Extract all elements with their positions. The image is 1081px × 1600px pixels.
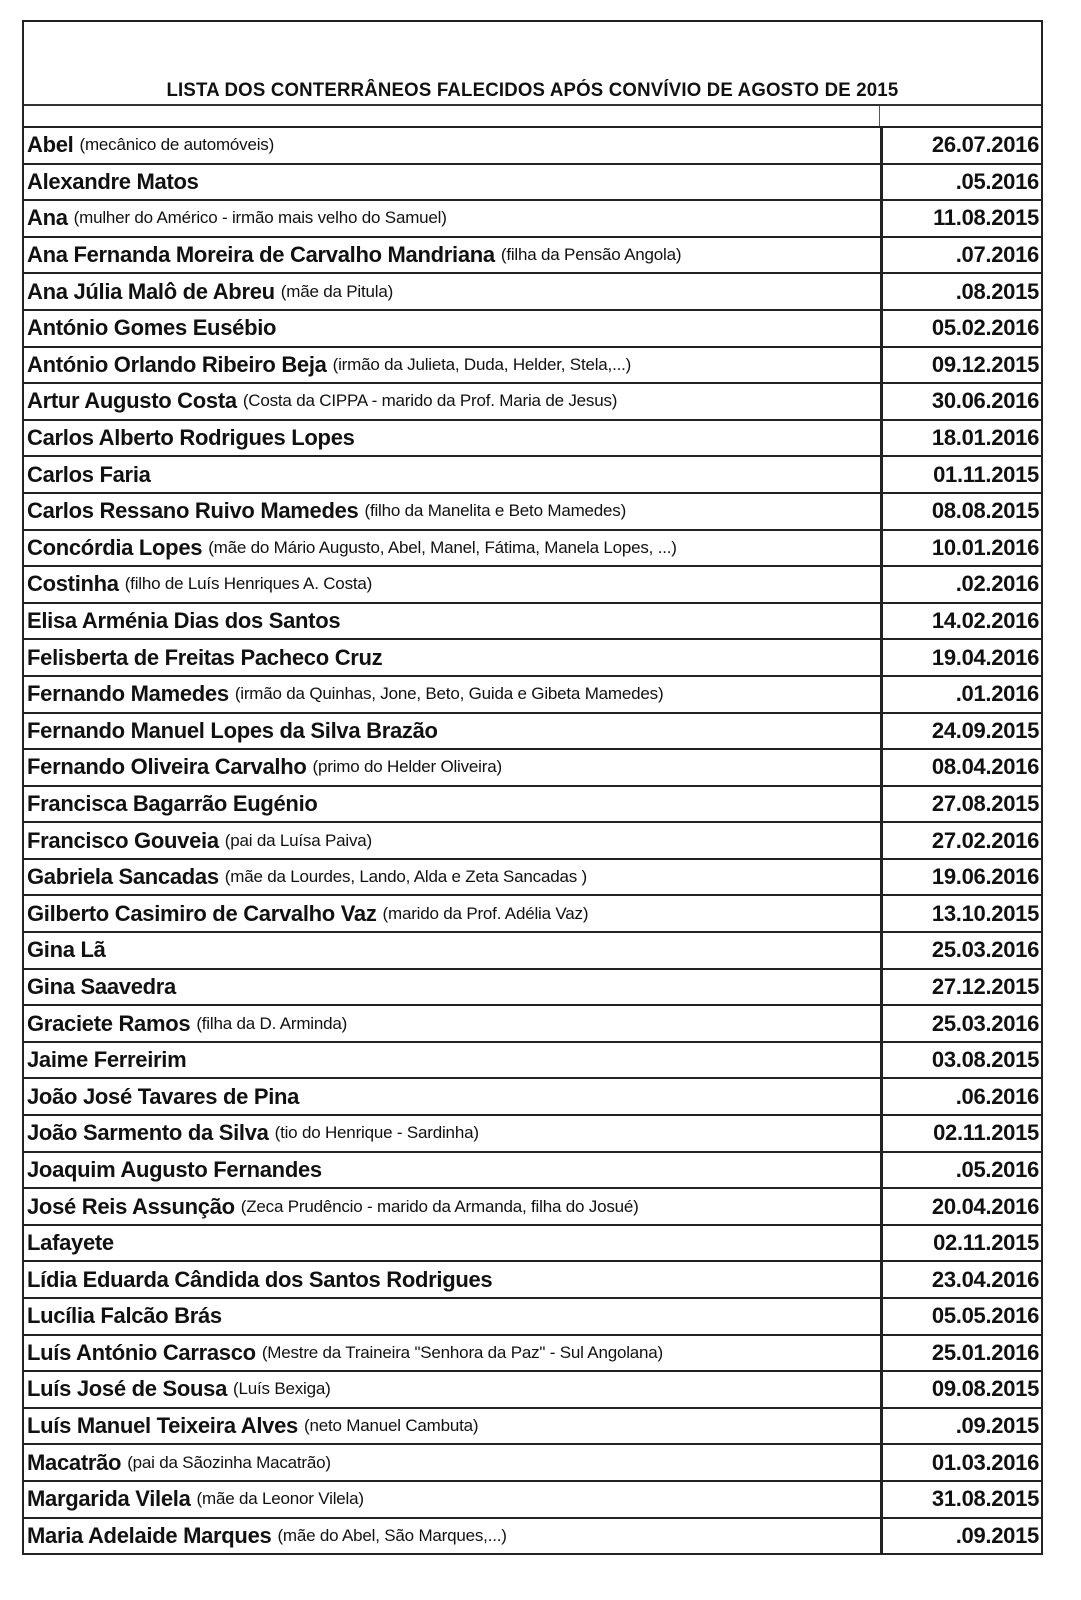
person-name: Jaime Ferreirim: [27, 1047, 187, 1073]
table-row: [24, 1482, 1041, 1519]
name-cell: [24, 823, 883, 858]
title-row: [24, 22, 1041, 106]
date-of-death: 05.02.2016: [931, 315, 1039, 341]
name-cell: [24, 1372, 883, 1407]
date-of-death: 14.02.2016: [931, 608, 1039, 634]
person-name: Concórdia Lopes: [27, 534, 203, 560]
person-note: (pai da Luísa Paiva): [224, 830, 372, 850]
name-cell: [24, 567, 883, 602]
person-note: (irmão da Quinhas, Jone, Beto, Guida e Gibeta Mamedes): [234, 684, 664, 704]
name-cell: [24, 1153, 883, 1188]
date-of-death: 26.07.2016: [931, 132, 1039, 158]
table-row: [24, 1445, 1041, 1482]
date-of-death: 01.11.2015: [933, 461, 1039, 487]
person-note: (Zeca Prudêncio - marido da Armanda, filha do Josué): [240, 1196, 639, 1216]
person-name: Gabriela Sancadas: [27, 864, 219, 890]
date-of-death: 08.04.2016: [931, 754, 1039, 780]
table-row: [24, 348, 1041, 385]
date-of-death: 25.01.2016: [931, 1339, 1039, 1365]
table-row: [24, 457, 1041, 494]
name-cell: [24, 1079, 883, 1114]
date-of-death: 08.08.2015: [931, 498, 1039, 524]
date-of-death: 24.09.2015: [931, 717, 1039, 743]
person-note: (Costa da CIPPA - marido da Prof. Maria de Jesus): [242, 391, 618, 411]
date-of-death: .01.2016: [955, 681, 1039, 707]
date-of-death: .07.2016: [955, 242, 1039, 268]
table-row: [24, 1189, 1041, 1226]
document-title: LISTA DOS CONTERRÂNEOS FALECIDOS APÓS CONVÍVIO DE AGOSTO DE 2015: [166, 80, 899, 101]
name-cell: [24, 604, 883, 639]
date-of-death: 27.08.2015: [931, 790, 1039, 816]
name-cell: [24, 896, 883, 931]
name-cell: [24, 860, 883, 895]
date-of-death: 20.04.2016: [931, 1193, 1039, 1219]
person-note: (mãe da Pitula): [280, 281, 394, 301]
name-cell: [24, 677, 883, 712]
name-cell: [24, 640, 883, 675]
person-note: (mãe da Leonor Vilela): [196, 1489, 364, 1509]
person-note: (filho da Manelita e Beto Mamedes): [364, 501, 627, 521]
person-note: (filha da D. Arminda): [196, 1013, 348, 1033]
person-note: (primo do Helder Oliveira): [312, 757, 502, 777]
date-of-death: 25.03.2016: [931, 1010, 1039, 1036]
date-of-death: .09.2015: [955, 1522, 1039, 1548]
name-cell: [24, 348, 883, 383]
date-of-death: .05.2016: [955, 168, 1039, 194]
table-row: [24, 1153, 1041, 1190]
name-cell: [24, 1226, 883, 1261]
person-name: Francisca Bagarrão Eugénio: [27, 790, 318, 816]
person-name: Gina Lã: [27, 937, 106, 963]
person-note: (neto Manuel Cambuta): [303, 1416, 479, 1436]
table-body: [24, 128, 1041, 1555]
name-cell: [24, 1006, 883, 1041]
name-cell: [24, 457, 883, 492]
date-of-death: 13.10.2015: [931, 900, 1039, 926]
person-name: Gilberto Casimiro de Carvalho Vaz: [27, 900, 377, 926]
date-of-death: .06.2016: [955, 1083, 1039, 1109]
person-note: (mãe do Abel, São Marques,...): [277, 1525, 507, 1545]
person-name: Gina Saavedra: [27, 973, 176, 999]
person-name: João Sarmento da Silva: [27, 1120, 269, 1146]
name-cell: [24, 1409, 883, 1444]
person-name: Carlos Alberto Rodrigues Lopes: [27, 425, 355, 451]
date-of-death: .05.2016: [955, 1156, 1039, 1182]
person-name: Abel: [27, 132, 74, 158]
person-note: (mulher do Américo - irmão mais velho do Samuel): [73, 208, 447, 228]
table-row: [24, 567, 1041, 604]
person-note: (Mestre da Traineira "Senhora da Paz" - Sul Angolana): [261, 1342, 664, 1362]
date-of-death: 02.11.2015: [933, 1230, 1039, 1256]
table-row: [24, 311, 1041, 348]
person-name: Joaquim Augusto Fernandes: [27, 1156, 322, 1182]
table-row: [24, 823, 1041, 860]
person-name: Felisberta de Freitas Pacheco Cruz: [27, 644, 383, 670]
name-cell: [24, 531, 883, 566]
table-row: [24, 494, 1041, 531]
date-of-death: 27.02.2016: [931, 827, 1039, 853]
person-name: Carlos Ressano Ruivo Mamedes: [27, 498, 359, 524]
person-name: Luís António Carrasco: [27, 1339, 256, 1365]
person-name: Ana: [27, 205, 68, 231]
table-row: [24, 750, 1041, 787]
table-row: [24, 128, 1041, 165]
person-note: (tio do Henrique - Sardinha): [274, 1123, 479, 1143]
name-cell: [24, 750, 883, 785]
name-cell: [24, 933, 883, 968]
person-note: (mecânico de automóveis): [79, 135, 275, 155]
table-row: [24, 1336, 1041, 1373]
name-cell: [24, 1519, 883, 1554]
date-of-death: 30.06.2016: [931, 388, 1039, 414]
person-name: Maria Adelaide Marques: [27, 1522, 272, 1548]
table-row: [24, 896, 1041, 933]
name-cell: [24, 1262, 883, 1297]
name-cell: [24, 787, 883, 822]
table-row: [24, 787, 1041, 824]
person-name: Lucília Falcão Brás: [27, 1303, 222, 1329]
blank-header-row: [24, 106, 1041, 128]
table-row: [24, 1116, 1041, 1153]
name-cell: [24, 165, 883, 200]
date-of-death: .08.2015: [955, 278, 1039, 304]
person-name: José Reis Assunção: [27, 1193, 235, 1219]
table-row: [24, 1262, 1041, 1299]
name-cell: [24, 384, 883, 419]
table-row: [24, 274, 1041, 311]
date-of-death: 27.12.2015: [931, 973, 1039, 999]
name-cell: [24, 1043, 883, 1078]
name-cell: [24, 1482, 883, 1517]
person-name: António Orlando Ribeiro Beja: [27, 351, 327, 377]
date-of-death: 05.05.2016: [931, 1303, 1039, 1329]
person-name: Artur Augusto Costa: [27, 388, 237, 414]
table-row: [24, 1409, 1041, 1446]
name-cell: [24, 238, 883, 273]
name-cell: [24, 128, 883, 163]
table-row: [24, 238, 1041, 275]
date-of-death: 10.01.2016: [931, 534, 1039, 560]
person-note: (filho de Luís Henriques A. Costa): [124, 574, 373, 594]
person-note: (Luís Bexiga): [233, 1379, 331, 1399]
person-name: Fernando Oliveira Carvalho: [27, 754, 307, 780]
date-of-death: 25.03.2016: [931, 937, 1039, 963]
person-name: António Gomes Eusébio: [27, 315, 277, 341]
date-of-death: 09.08.2015: [931, 1376, 1039, 1402]
person-name: Carlos Faria: [27, 461, 151, 487]
table-row: [24, 1519, 1041, 1556]
date-of-death: 23.04.2016: [931, 1266, 1039, 1292]
deceased-list-table: [22, 20, 1043, 1555]
date-of-death: 03.08.2015: [931, 1047, 1039, 1073]
date-of-death: 19.06.2016: [931, 864, 1039, 890]
name-cell: [24, 1189, 883, 1224]
date-of-death: 11.08.2015: [933, 205, 1039, 231]
person-name: Alexandre Matos: [27, 168, 199, 194]
person-name: Graciete Ramos: [27, 1010, 191, 1036]
table-row: [24, 421, 1041, 458]
table-row: [24, 677, 1041, 714]
person-name: João José Tavares de Pina: [27, 1083, 300, 1109]
person-note: (marido da Prof. Adélia Vaz): [382, 903, 589, 923]
person-note: (irmão da Julieta, Duda, Helder, Stela,...): [332, 354, 632, 374]
table-row: [24, 970, 1041, 1007]
table-row: [24, 165, 1041, 202]
date-of-death: 31.08.2015: [931, 1486, 1039, 1512]
table-row: [24, 1079, 1041, 1116]
date-of-death: .09.2015: [955, 1413, 1039, 1439]
person-name: Luís Manuel Teixeira Alves: [27, 1413, 298, 1439]
person-note: (mãe da Lourdes, Lando, Alda e Zeta Sancadas ): [224, 867, 588, 887]
table-row: [24, 1226, 1041, 1263]
person-name: Fernando Manuel Lopes da Silva Brazão: [27, 717, 438, 743]
date-of-death: 02.11.2015: [933, 1120, 1039, 1146]
person-name: Ana Fernanda Moreira de Carvalho Mandriana: [27, 242, 495, 268]
table-row: [24, 1372, 1041, 1409]
name-cell: [24, 1445, 883, 1480]
date-of-death: 09.12.2015: [931, 351, 1039, 377]
person-note: (pai da Sãozinha Macatrão): [127, 1452, 331, 1472]
name-cell: [24, 201, 883, 236]
table-row: [24, 1043, 1041, 1080]
name-cell: [24, 274, 883, 309]
person-name: Macatrão: [27, 1449, 122, 1475]
date-of-death: 19.04.2016: [931, 644, 1039, 670]
table-row: [24, 860, 1041, 897]
table-row: [24, 604, 1041, 641]
table-row: [24, 933, 1041, 970]
name-cell: [24, 970, 883, 1005]
table-row: [24, 1006, 1041, 1043]
table-row: [24, 201, 1041, 238]
table-row: [24, 531, 1041, 568]
person-note: (mãe do Mário Augusto, Abel, Manel, Fátima, Manela Lopes, ...): [208, 537, 677, 557]
table-row: [24, 640, 1041, 677]
name-cell: [24, 1299, 883, 1334]
person-name: Margarida Vilela: [27, 1486, 191, 1512]
person-name: Ana Júlia Malô de Abreu: [27, 278, 275, 304]
person-name: Luís José de Sousa: [27, 1376, 228, 1402]
person-name: Elisa Arménia Dias dos Santos: [27, 608, 341, 634]
person-name: Lafayete: [27, 1230, 114, 1256]
table-row: [24, 384, 1041, 421]
name-cell: [24, 421, 883, 456]
person-name: Fernando Mamedes: [27, 681, 229, 707]
name-cell: [24, 1116, 883, 1151]
date-of-death: 18.01.2016: [931, 425, 1039, 451]
name-cell: [24, 494, 883, 529]
table-row: [24, 1299, 1041, 1336]
table-row: [24, 714, 1041, 751]
date-of-death: .02.2016: [955, 571, 1039, 597]
name-cell: [24, 311, 883, 346]
date-of-death: 01.03.2016: [931, 1449, 1039, 1475]
person-name: Costinha: [27, 571, 119, 597]
person-name: Francisco Gouveia: [27, 827, 219, 853]
name-cell: [24, 714, 883, 749]
person-name: Lídia Eduarda Cândida dos Santos Rodrigues: [27, 1266, 493, 1292]
name-cell: [24, 1336, 883, 1371]
person-note: (filha da Pensão Angola): [500, 245, 682, 265]
